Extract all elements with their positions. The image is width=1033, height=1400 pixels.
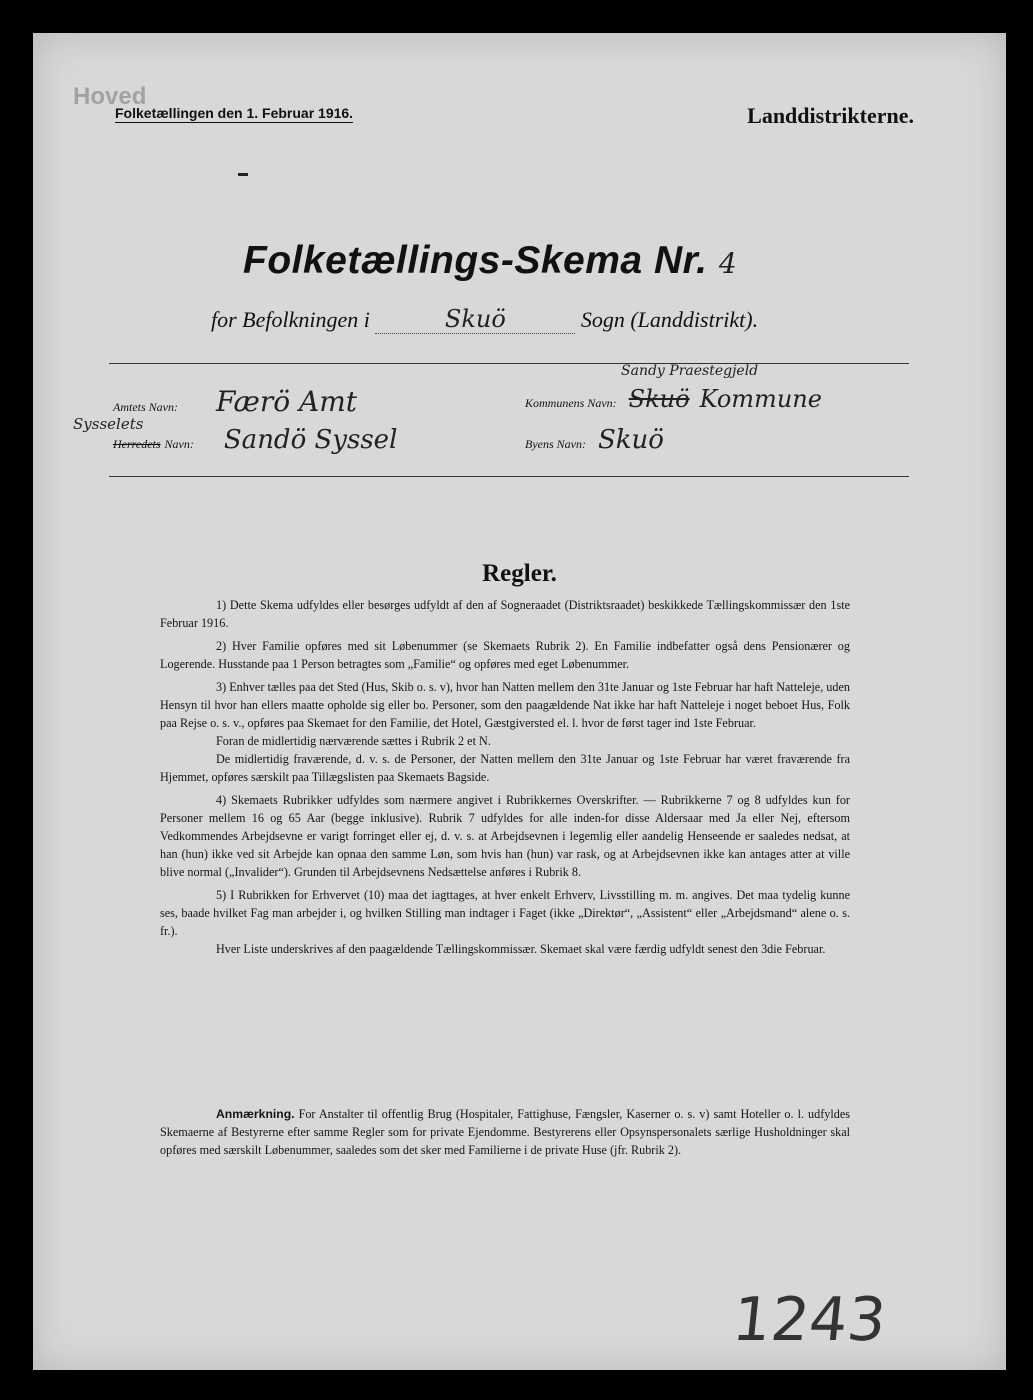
form-number-handwritten: 4: [718, 247, 738, 280]
rule-paragraph: Hver Liste underskrives af den paagældende Tællingskommissær. Skemaet skal være færdig udfyldt senest den 3die Februar.: [216, 942, 826, 956]
divider-bottom: [109, 476, 909, 477]
kommune-value-handwritten: Kommune: [699, 385, 822, 413]
census-date-header: Folketællingen den 1. Februar 1916.: [115, 105, 354, 121]
page-number-handwritten: 1243: [729, 1285, 890, 1355]
byens-field: [525, 425, 905, 455]
subtitle-prefix: for Befolkningen i: [211, 307, 370, 332]
district-type-header: Landdistrikterne.: [747, 103, 914, 128]
rule-paragraph: De midlertidig fraværende, d. v. s. de Personer, der Natten mellem den 31te Januar og 1ste Februar har været fraværende fra Hjemmet, opføres særskilt paa Tillægslisten paa Skemaets Bagside.: [160, 752, 850, 784]
rule-paragraph: 4) Skemaets Rubrikker udfyldes som nærmere angivet i Rubrikkernes Overskrifter. — Rubrikkerne 7 og 8 udfyldes kun for Personer mellem 16 og 65 Aar (begge inklusive). Rubrik 7 udfyldes for alle inden-for disse Aldersaar med Ja eller Nej, eftersom Vedkommendes Arbejdsevne er varigt forringet eller ej, d. v. s. at Arbejdsevnen i legemlig eller aandelig Henseende er saaledes nedsat, at han (hun) ikke ved sit Arbejde kan opnaa den samme Løn, som hvis han (hun) var rask, og at Arbejdsevnen ikke kan antages atter at ville blive normal („Invalider“). Grunden til Arbejdsevnens Nedsættelse anføres i Rubrik 8.: [160, 793, 850, 879]
subtitle-suffix: Sogn (Landdistrikt).: [580, 307, 759, 332]
form-title: [243, 239, 737, 283]
remark-label: Anmærkning.: [216, 1107, 295, 1121]
divider-top: [109, 363, 909, 364]
amt-label: Amtets Navn:: [113, 400, 178, 414]
byens-label: Byens Navn:: [525, 437, 586, 451]
rule-paragraph: 1) Dette Skema udfyldes eller besørges udfyldt af den af Sogneraadet (Distriktsraadet) beskikkede Tællingskommissær den 1ste Februar 1916.: [160, 598, 850, 630]
syssel-value-handwritten: Sandö Syssel: [223, 425, 398, 455]
herred-label: Navn:: [164, 437, 194, 451]
byens-value-handwritten: Skuö: [597, 425, 664, 455]
parish-handwritten: Skuö: [375, 305, 575, 334]
herred-field: [113, 425, 533, 455]
remark-block: [160, 1105, 850, 1159]
rule-paragraph: Foran de midlertidig nærværende sættes i Rubrik 2 et N.: [216, 734, 491, 748]
rule-paragraph: 2) Hver Familie opføres med sit Løbenummer (se Skemaets Rubrik 2). En Familie indbefatter også dens Pensionærer og Logerende. Husstande paa 1 Person betragtes som „Familie“ og opføres med eget Løbenummer.: [160, 639, 850, 671]
amt-field: [113, 385, 533, 418]
hoved-stamp: Hoved: [73, 83, 147, 110]
rule-paragraph: 3) Enhver tælles paa det Sted (Hus, Skib o. s. v), hvor han Natten mellem den 31te Januar og 1ste Februar har haft Natteleje, uden Hensyn til hvor han ellers maatte opholde sig eller bo. Personer, som den paagældende Nat ikke har haft Natteleje i noget beboet Hus, Folk paa Rejse o. s. v., opføres paa Skemaet for den Familie, det Hotel, Gæstgiversted el. l. hvor de først tager ind 1ste Februar.: [160, 680, 850, 730]
kommune-label: Kommunens Navn:: [525, 396, 617, 410]
kommune-value-struck: Skuö: [628, 385, 690, 413]
remark-paragraph: [160, 1105, 850, 1159]
sysselets-handwritten: Sysselets: [73, 415, 144, 433]
form-title-text: Folketællings-Skema Nr.: [243, 239, 708, 282]
kommune-field: [525, 385, 945, 413]
census-form-sheet: [33, 33, 1006, 1370]
rule-paragraph: 5) I Rubrikken for Erhvervet (10) maa det iagttages, at hver enkelt Erhverv, Livsstilling m. m. angives. Det maa tydelig kunne ses, baade hvilket Fag man arbejder i, og hvilken Stilling man indtager i Faget (ikke „Direktør“, „Assistent“ eller „Arbejdsmand“ alene o. s. fr.).: [160, 888, 850, 938]
herred-label-struck: Herredets: [113, 437, 161, 451]
form-subtitle: [211, 305, 758, 334]
kommune-above-handwritten: Sandy Praestegjeld: [621, 363, 759, 379]
ink-mark: [238, 173, 248, 176]
rules-heading: Regler.: [482, 560, 557, 587]
remark-text: For Anstalter til offentlig Brug (Hospitaler, Fattighuse, Fængsler, Kaserner o. s. v) samt Hoteller o. l. udfyldes Skemaerne af Bestyrerne efter samme Regler som for private Ejendomme. Bestyrerens eller Opsynspersonalets særlige Husholdninger skal opføres med særskilt Løbenummer, saaledes som det sker med Familierne i de private Huse (jfr. Rubrik 2).: [160, 1107, 850, 1157]
rules-text: [160, 596, 850, 963]
amt-value-handwritten: Færö Amt: [216, 385, 358, 418]
